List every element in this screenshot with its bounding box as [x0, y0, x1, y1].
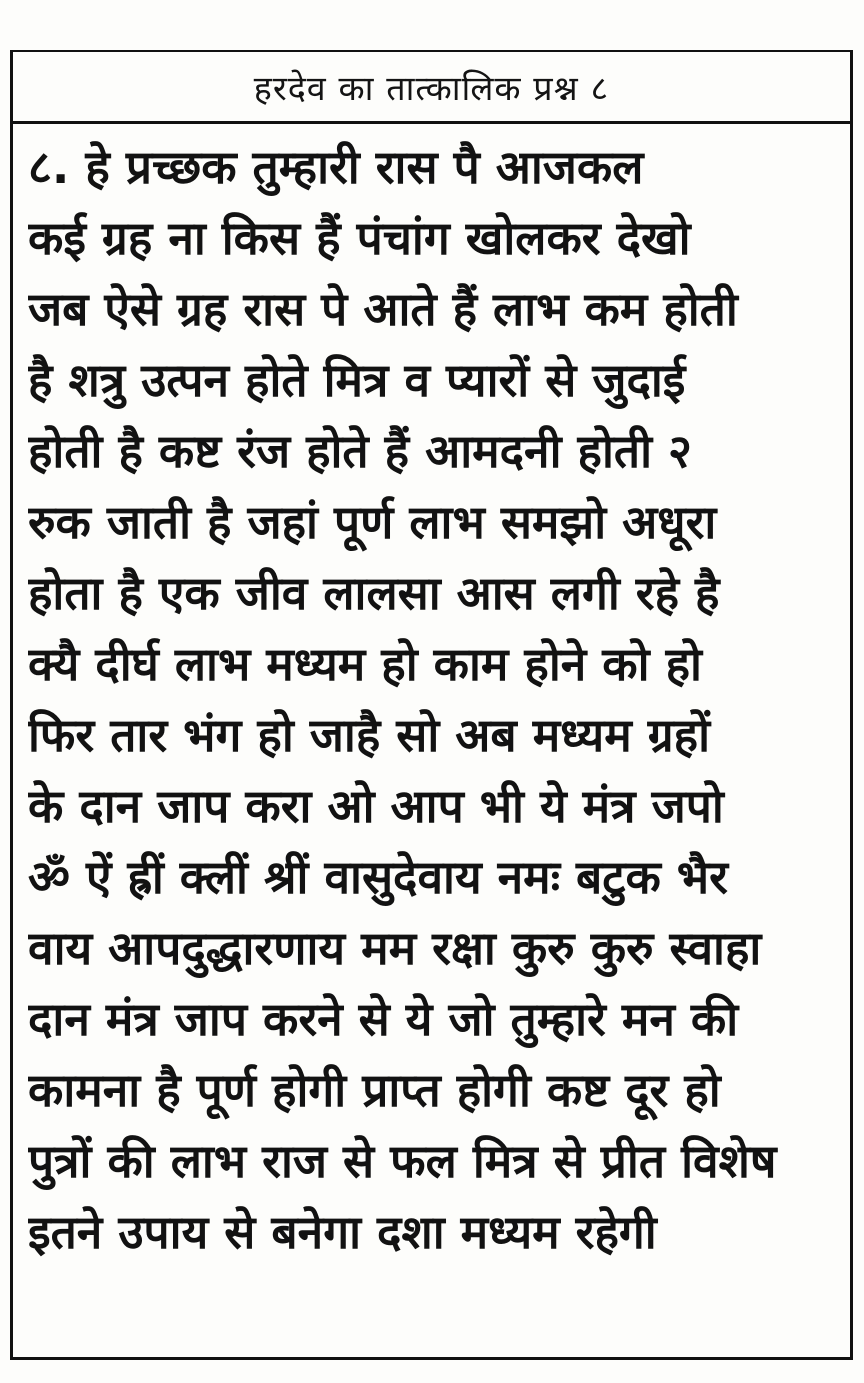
text-line-4: है शत्रु उत्पन होते मित्र व प्यारों से जुदाई	[28, 353, 686, 407]
text-line-1: ८. हे प्रच्छक तुम्हारी रास पै आजकल	[28, 140, 644, 194]
text-line-3: जब ऐसे ग्रह रास पे आते हैं लाभ कम होती	[28, 282, 738, 336]
text-line-11: ॐ ऐं ह्रीं क्लीं श्रीं वासुदेवाय नमः बटुक भैर	[28, 850, 728, 904]
text-line-15: पुत्रों की लाभ राज से फल मित्र से प्रीत विशेष	[28, 1134, 777, 1188]
page-title: हरदेव का तात्कालिक प्रश्न ८	[253, 68, 610, 109]
page-header	[13, 52, 850, 124]
text-line-9: फिर तार भंग हो जाहै सो अब मध्यम ग्रहों	[28, 708, 711, 762]
text-line-12: वाय आपदुद्धारणाय मम रक्षा कुरु कुरु स्वाहा	[28, 921, 762, 975]
text-line-10: के दान जाप करा ओ आप भी ये मंत्र जपो	[28, 779, 724, 833]
text-line-2: कई ग्रह ना किस हैं पंचांग खोलकर देखो	[28, 211, 691, 265]
text-line-5: होती है कष्ट रंज होते हैं आमदनी होती २	[28, 424, 692, 478]
text-line-8: क्यै दीर्घ लाभ मध्यम हो काम होने को हो	[28, 637, 702, 691]
text-line-7: होता है एक जीव लालसा आस लगी रहे है	[28, 566, 720, 620]
text-line-16: इतने उपाय से बनेगा दशा मध्यम रहेगी	[28, 1205, 657, 1259]
text-line-14: कामना है पूर्ण होगी प्राप्त होगी कष्ट दूर हो	[28, 1063, 721, 1117]
text-line-13: दान मंत्र जाप करने से ये जो तुम्हारे मन की	[28, 992, 739, 1046]
text-line-6: रुक जाती है जहां पूर्ण लाभ समझो अधूरा	[28, 495, 717, 549]
text-body	[28, 132, 828, 1342]
